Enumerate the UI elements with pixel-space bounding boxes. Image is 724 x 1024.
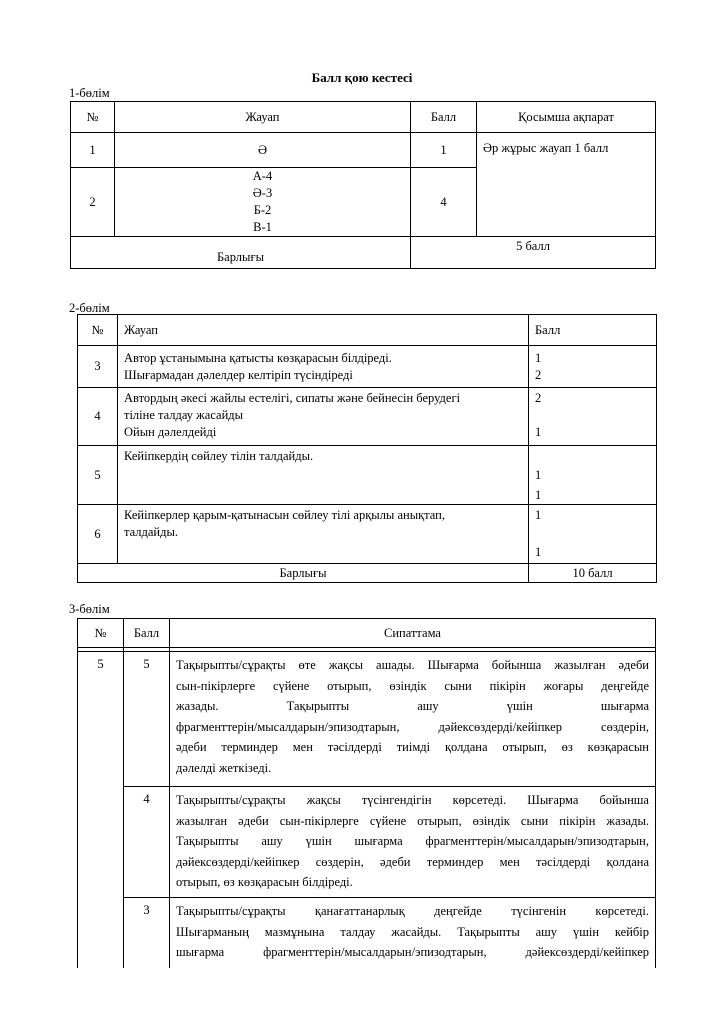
- section3-table: [77, 618, 656, 968]
- answer-cell: [118, 446, 529, 505]
- description-line: Шығарманың мазмұнына талдау жасайды. Тақырыпты ашу үшін кейбір: [176, 924, 649, 939]
- header-cell: Балл: [411, 102, 477, 133]
- header-cell: Жауап: [115, 102, 411, 133]
- total-label: Барлығы: [71, 237, 411, 269]
- score-line: 1: [535, 488, 542, 502]
- header-cell: №: [78, 315, 118, 346]
- answer-line: Б-2: [253, 203, 272, 217]
- answer-line: Шығармадан дәлелдер келтіріп түсіндіреді: [124, 367, 353, 382]
- row-number: 4: [78, 388, 118, 446]
- row-number: 6: [78, 505, 118, 564]
- header-cell: Балл: [124, 619, 170, 648]
- description-line: дәйексөздерді/кейіпкер сөздерін, әдеби терминдер мен тәсілдерді қолдана: [176, 854, 649, 869]
- score-cell: 4: [124, 787, 170, 898]
- score-cell: 3: [124, 898, 170, 968]
- row-number: 3: [78, 346, 118, 388]
- section2-table: [77, 314, 657, 583]
- description-line: Тақырыпты ашу үшін шығарма фрагменттерін/мысалдарын/эпизодтарын,: [176, 834, 649, 848]
- description-cell: [170, 652, 656, 787]
- answer-line: Кейіпкерлер қарым-қатынасын сөйлеу тілі арқылы анықтап,: [124, 508, 445, 522]
- header-cell: Балл: [529, 315, 657, 346]
- score-cell: [529, 505, 657, 564]
- total-label: Барлығы: [78, 564, 529, 583]
- score-cell: [529, 346, 657, 388]
- answer-line: Ойын дәлелдейді: [124, 425, 217, 439]
- section1-label: 1-бөлім: [69, 86, 110, 100]
- section3-label: 3-бөлім: [69, 602, 110, 616]
- answer-line: Автордың әкесі жайлы естелігі, сипаты және бейнесін берудегі: [124, 391, 461, 405]
- description-cell: [170, 898, 656, 968]
- score-cell: [529, 446, 657, 505]
- section1-table: [70, 101, 656, 269]
- answer-line: А-4: [252, 169, 273, 183]
- score-line: [535, 524, 656, 541]
- header-cell: Сипаттама: [170, 619, 656, 648]
- answer-cell: [118, 346, 529, 388]
- description-line: әдеби терминдер мен тәсілдерді тиімді қолдана отырып, өз көзқарасын: [176, 740, 649, 754]
- header-cell: №: [71, 102, 115, 133]
- section2-label: 2-бөлім: [69, 301, 110, 315]
- description-line: Тақырыпты/сұрақты қанағаттанарлық деңгейде түсінгенін көрсетеді.: [176, 904, 649, 918]
- score-cell: 4: [411, 168, 477, 237]
- score-cell: 5: [124, 652, 170, 787]
- score-line: 1: [535, 468, 542, 482]
- answer-line: Автор ұстанымына қатысты көзқарасын білдіреді.: [124, 350, 392, 365]
- answer-line: В-1: [253, 220, 272, 234]
- score-line: 1: [535, 545, 542, 559]
- description-line: Тақырыпты/сұрақты өте жақсы ашады. Шығарма бойынша жазылған әдеби: [176, 658, 649, 672]
- description-line: отырып, өз көзқарасын білдіреді.: [176, 875, 353, 889]
- note-cell: Әр жұрыс жауап 1 балл: [477, 133, 656, 237]
- row-number: 5: [78, 652, 124, 968]
- total-value: 10 балл: [529, 564, 657, 583]
- score-line: [535, 407, 656, 424]
- answer-line: талдайды.: [124, 525, 178, 539]
- header-cell: Қосымша ақпарат: [477, 102, 656, 133]
- total-value: 5 балл: [411, 237, 656, 269]
- score-cell: 1: [411, 133, 477, 168]
- description-line: сын-пікірлерге сүйене отырып, өзіндік сыни пікірін жоғары деңгейде: [176, 678, 649, 693]
- answer-cell: [118, 505, 529, 564]
- description-line: шығарма фрагменттерін/мысалдарын/эпизодтарын, дәйексөздерді/кейіпкер: [176, 945, 649, 959]
- description-line: фрагменттерін/мысалдарын/эпизодтарын, дәйексөздерді/кейіпкер сөздерін,: [176, 719, 649, 734]
- answer-line: Кейіпкердің сөйлеу тілін талдайды.: [124, 449, 314, 463]
- row-number: 1: [71, 133, 115, 168]
- description-line: дәлелді жеткізеді.: [176, 760, 272, 775]
- score-line: 1: [535, 508, 542, 522]
- score-line: 1: [535, 350, 542, 365]
- answer-line: Ә-3: [252, 186, 273, 200]
- page-title: Балл қою кестесі: [311, 70, 413, 85]
- description-cell: [170, 787, 656, 898]
- answer-cell: [118, 388, 529, 446]
- header-cell: №: [78, 619, 124, 648]
- header-cell: Жауап: [118, 315, 529, 346]
- score-line: [535, 448, 656, 465]
- row-number: 2: [71, 168, 115, 237]
- description-line: жазады. Тақырыпты ашу үшін шығарма: [176, 699, 649, 713]
- score-cell: [529, 388, 657, 446]
- score-line: 2: [535, 367, 542, 382]
- description-line: жазылған әдеби сын-пікірлерге сүйене отырып, өзіндік сыни пікірін жазады.: [176, 813, 649, 828]
- row-number: 5: [78, 446, 118, 505]
- score-line: 1: [535, 425, 542, 439]
- answer-cell: [115, 168, 411, 237]
- answer-cell: Ә: [115, 133, 411, 168]
- score-line: 2: [535, 391, 542, 405]
- description-line: Тақырыпты/сұрақты жақсы түсінгендігін көрсетеді. Шығарма бойынша: [176, 793, 649, 807]
- answer-line: тіліне талдау жасайды: [124, 408, 244, 422]
